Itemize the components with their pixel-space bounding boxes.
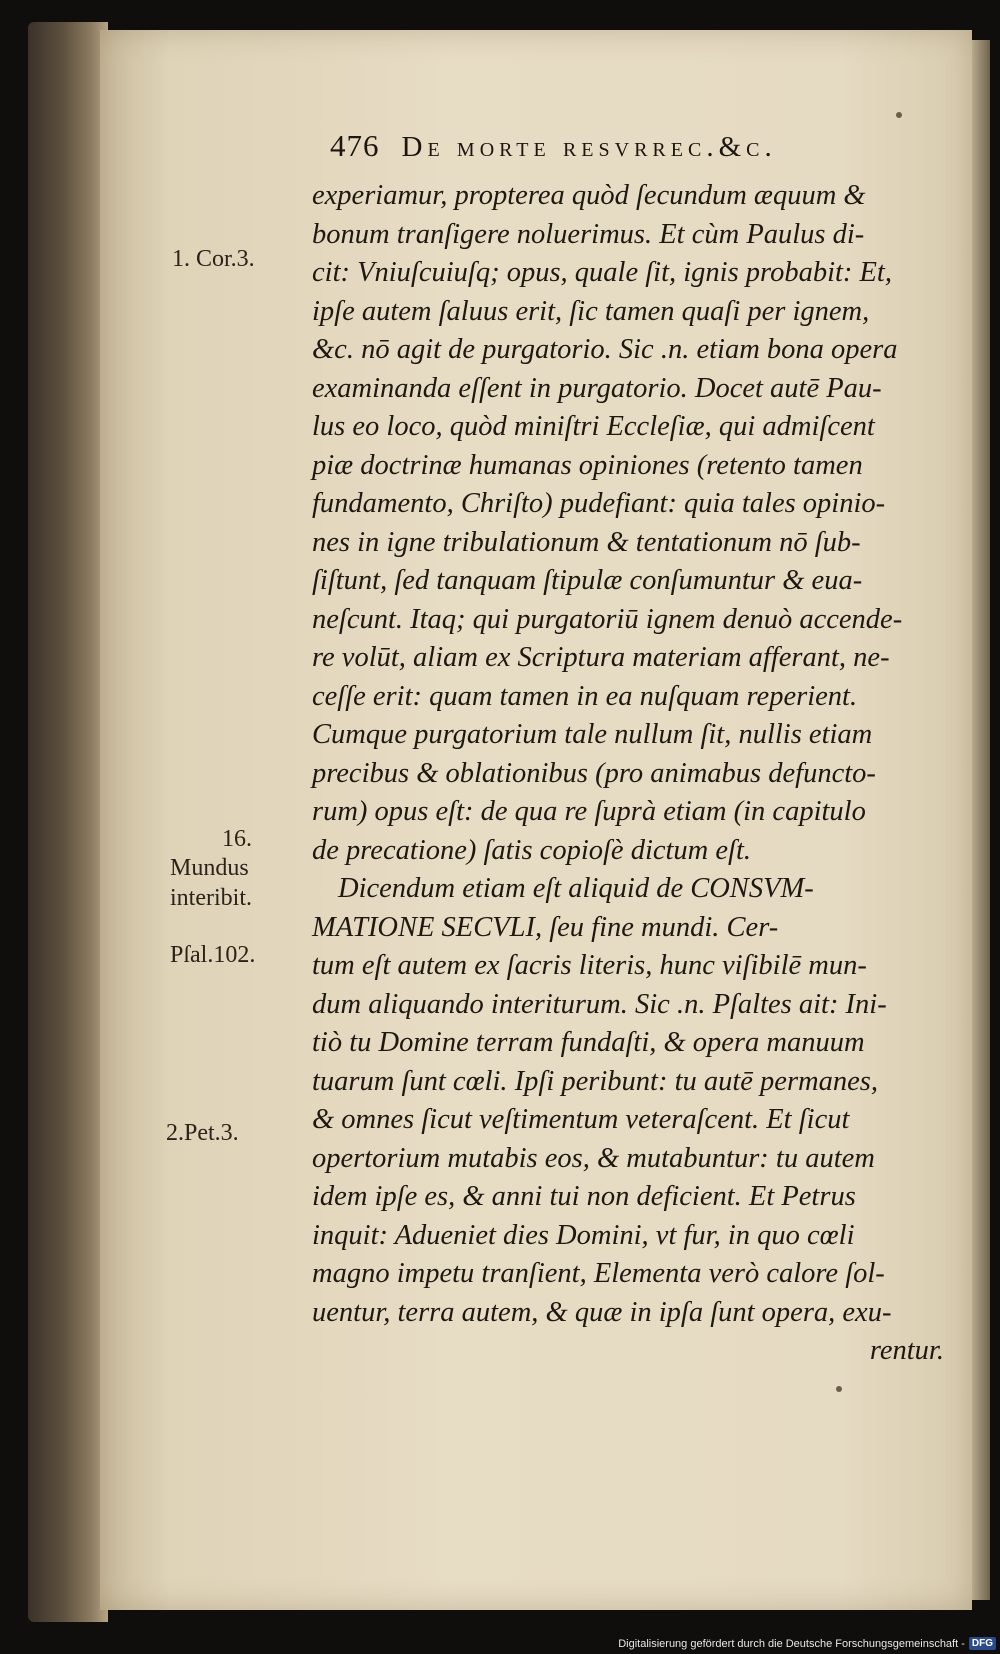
margin-note-pet: 2.Pet.3. (166, 1120, 239, 1146)
text-line: rentur. (869, 1335, 944, 1366)
text-line: inquit: Adueniet dies Domini, vt fur, in quo cœli (312, 1219, 855, 1251)
text-line: fundamento, Chriſto) pudefiant: quia tales opinio- (312, 488, 886, 519)
text-line: tiò tu Domine terram fundaſti, & opera manuum (312, 1027, 865, 1058)
margin-note-section-number: 16. (222, 826, 252, 852)
text-line: MATIONE SECVLI, ſeu fine mundi. Cer- (312, 911, 779, 943)
text-line: tuarum ſunt cœli. Ipſi peribunt: tu autē permanes, (312, 1065, 878, 1097)
text-line: uentur, terra autem, & quæ in ipſa ſunt opera, exu- (312, 1296, 892, 1328)
credit-text: Digitalisierung gefördert durch die Deutsche Forschungsgemeinschaft - (618, 1637, 965, 1650)
page-fore-edge (972, 40, 990, 1600)
page-number: 476 (330, 128, 380, 163)
text-line: tum eſt autem ex ſacris literis, hunc viſibilē mun- (312, 950, 867, 981)
text-line: lus eo loco, quòd miniſtri Eccleſiæ, qui admiſcent (312, 411, 875, 442)
text-line: neſcunt. Itaq; qui purgatoriū ignem denuò accende- (312, 603, 903, 635)
ink-speck (896, 112, 902, 118)
text-line: Cumque purgatorium tale nullum ſit, nullis etiam (312, 719, 873, 750)
text-line: dum aliquando interiturum. Sic .n. Pſaltes ait: Ini- (312, 988, 887, 1020)
book-binding-edge (28, 22, 108, 1622)
text-line: piæ doctrinæ humanas opiniones (retento tamen (312, 449, 863, 481)
running-head: De morte resvrrec.&c. (401, 131, 777, 163)
text-line: re volūt, aliam ex Scriptura materiam afferant, ne- (312, 642, 890, 673)
text-line: ipſe autem ſaluus erit, ſic tamen quaſi per ignem, (312, 295, 870, 327)
text-line: &c. nō agit de purgatorio. Sic .n. etiam bona opera (312, 334, 898, 365)
text-line: magno impetu tranſient, Elementa verò calore ſol- (312, 1258, 885, 1289)
text-line: de precatione) ſatis copioſè dictum eſt. (312, 834, 751, 866)
text-line: precibus & oblationibus (pro animabus defuncto- (312, 757, 876, 789)
margin-note-interibit: interibit. (170, 885, 252, 911)
text-line: examinanda eſſent in purgatorio. Docet autē Pau- (312, 372, 882, 404)
margin-note-mundus: Mundus (170, 855, 249, 881)
text-line: bonum tranſigere noluerimus. Et cùm Paulus di- (312, 218, 865, 250)
text-line: & omnes ſicut veſtimentum veteraſcent. Et ſicut (312, 1104, 850, 1135)
body-text (312, 177, 952, 1371)
dfg-logo: DFG (969, 1637, 996, 1650)
text-line: ceſſe erit: quam tamen in ea nuſquam reperient. (312, 680, 858, 712)
text-line: experiamur, propterea quòd ſecundum æquum & (312, 180, 866, 211)
text-line: rum) opus eſt: de qua re ſuprà etiam (in capitulo (312, 796, 866, 827)
text-line: opertorium mutabis eos, & mutabuntur: tu autem (312, 1142, 875, 1174)
margin-note-psal: Pſal.102. (170, 942, 256, 968)
page-header (330, 128, 920, 164)
text-line: ſiſtunt, ſed tanquam ſtipulæ conſumuntur & eua- (312, 565, 863, 596)
text-line: nes in igne tribulationum & tentationum nō ſub- (312, 526, 861, 558)
margin-note-cor: 1. Cor.3. (172, 246, 255, 272)
ink-speck (836, 1386, 842, 1392)
text-line: idem ipſe es, & anni tui non deficient. Et Petrus (312, 1181, 856, 1212)
text-line: cit: Vniuſcuiuſq; opus, quale ſit, ignis probabit: Et, (312, 257, 892, 288)
text-line: Dicendum etiam eſt aliquid de CONSVM- (338, 873, 814, 904)
digitization-credit (618, 1637, 996, 1650)
